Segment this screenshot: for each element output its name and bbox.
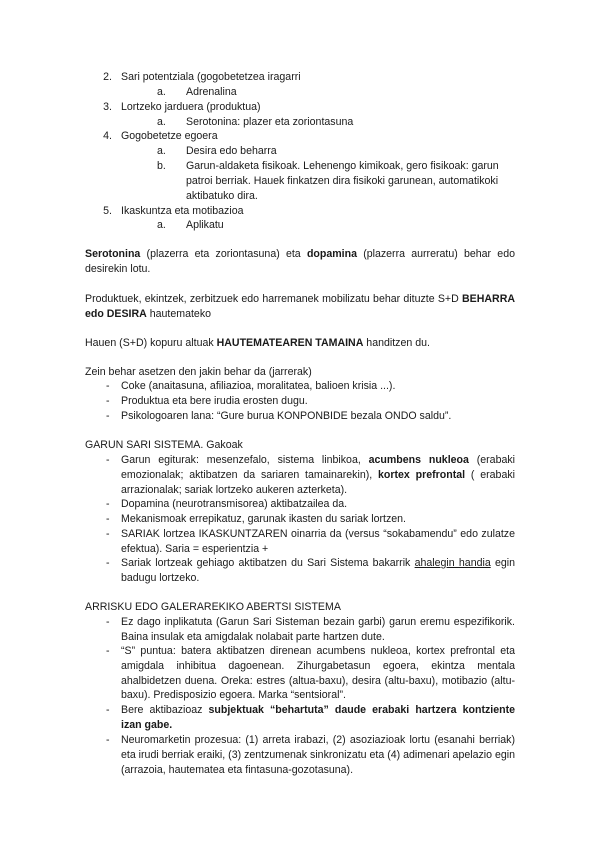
text-run: Sariak lortzeak gehiago aktibatzen du Sari Sistema bakarrik (121, 557, 415, 569)
section-heading: ARRISKU EDO GALERAREKIKO ABERTSI SISTEMA (85, 601, 341, 613)
bullet-item: Psikologoaren lana: “Gure burua KONPONBIDE bezala ONDO saldu”. (121, 410, 452, 422)
text-run: (plazerra aurreratu) behar edo desirekin lotu. (85, 248, 515, 275)
sub-item-text: Desira edo beharra (186, 145, 277, 157)
sub-item-text: Adrenalina (186, 86, 237, 98)
bullet-item: Mekanismoak errepikatuz, garunak ikasten du sariak lortzen. (121, 513, 406, 525)
list-number: 2. (103, 71, 112, 83)
bullet-dash: - (106, 395, 110, 407)
bullet-item (121, 453, 515, 497)
text-run: handitzen du. (363, 337, 430, 349)
sub-item-text: Aplikatu (186, 219, 224, 231)
bullet-dash: - (106, 528, 110, 540)
text-run: hautemateko (146, 307, 212, 320)
sub-letter: a. (157, 116, 166, 128)
list-item-text: Gogobetetze egoera (121, 130, 218, 142)
bullet-dash: - (106, 454, 110, 466)
bullet-dash: - (106, 557, 110, 569)
bold-term: BEHARRA edo DESIRA (85, 293, 515, 320)
bold-term: subjektuak “behartuta” daude erabaki hartzera kontziente izan gabe. (121, 704, 515, 731)
bullet-item: SARIAK lortzea IKASKUNTZAREN oinarria da (versus “sokabamendu” edo zulatze efektua). Saria = esperientzia + (121, 528, 515, 555)
text-run: egin badugu lortzeko. (121, 557, 515, 584)
bullet-item: Neuromarketin prozesua: (1) arreta irabazi, (2) asoziazioak lortu (esanahi berriak) eta irudi berriak eraiki, (3) zentzumenak sinkronizatu eta (4) adimenari apelazio egin (arrazoia, hautematea eta fintasuna-gozotasuna). (121, 734, 515, 776)
bullet-item (121, 703, 515, 733)
underlined-term: ahalegin handia (414, 557, 491, 569)
bold-term: kortex prefrontal (378, 468, 466, 481)
bullet-dash: - (106, 645, 110, 657)
bullet-dash: - (106, 734, 110, 746)
list-item-text: Ikaskuntza eta motibazioa (121, 205, 244, 217)
bullet-item: Coke (anaitasuna, afiliazioa, moralitatea, balioen krisia ...). (121, 380, 396, 392)
sub-letter: b. (157, 160, 166, 172)
bold-term: acumbens nukleoa (368, 454, 469, 466)
bullet-dash: - (106, 616, 110, 628)
text-run: Garun egiturak: mesenzefalo, sistema linbikoa, (121, 454, 369, 466)
text-run: (erabaki emozionalak; aktibatzen da sariaren tamainarekin), (121, 454, 515, 481)
paragraph-produktuek (85, 292, 515, 322)
section-heading: Zein behar asetzen den jakin behar da (jarrerak) (85, 366, 312, 378)
list-item-text: Lortzeko jarduera (produktua) (121, 101, 261, 113)
list-number: 5. (103, 205, 112, 217)
text-run: Hauen (S+D) kopuru altuak (85, 337, 217, 349)
bullet-dash: - (106, 380, 110, 392)
bold-term: HAUTEMATEAREN TAMAINA (216, 337, 364, 349)
sub-item-text: aktibatuko dira. (186, 190, 258, 202)
text-run: (plazerra eta zoriontasuna) eta (140, 248, 307, 260)
bullet-item: “S” puntua: batera aktibatzen direnean acumbens nukleoa, kortex prefrontal eta amigdala inhibitua dagoenean. Zihurgabetasun egoera, ekintza mentala ahalbidetzen duena. Oreka: estres (altua-baxu), desira (altu-baxu), motibazio (altu-baxu). Predisposizio egoera. Marka “sentsioral”. (121, 645, 515, 702)
sub-letter: a. (157, 86, 166, 98)
paragraph-serotonina (85, 247, 515, 277)
sub-item-text: Serotonina: plazer eta zoriontasuna (186, 116, 354, 128)
bullet-item: Dopamina (neurotransmisorea) aktibatzailea da. (121, 498, 348, 510)
bullet-item (121, 556, 515, 586)
bullet-item: Produktua eta bere irudia erosten dugu. (121, 395, 308, 407)
text-run: Bere aktibazioaz (121, 704, 209, 716)
list-number: 3. (103, 101, 112, 113)
sub-item-text: Garun-aldaketa fisikoak. Lehenengo kimikoak, gero fisikoak: garun (186, 160, 499, 172)
section-heading: GARUN SARI SISTEMA. Gakoak (85, 439, 243, 451)
list-number: 4. (103, 130, 112, 142)
bullet-dash: - (106, 498, 110, 510)
list-item-text: Sari potentziala (gogobetetzea iragarri (121, 71, 301, 83)
bold-term: Serotonina (85, 248, 141, 260)
text-run: Produktuek, ekintzek, zerbitzuek edo harremanek mobilizatu behar dituzte S+D (85, 293, 463, 305)
bold-term: dopamina (306, 248, 357, 260)
paragraph-hauen (85, 336, 515, 351)
bullet-dash: - (106, 513, 110, 525)
bullet-dash: - (106, 704, 110, 716)
text-run: ( erabaki arrazionalak; sariak lortzeko aukeren azterketa). (121, 468, 515, 496)
sub-item-text: patroi berriak. Hauek finkatzen dira fisikoki garunean, automatikoki (186, 175, 499, 187)
bullet-item: Ez dago inplikatuta (Garun Sari Sisteman bezain garbi) garun eremu espezifikorik. Baina insulak eta amigdalak nolabait parte hartzen dute. (121, 616, 515, 643)
bullet-dash: - (106, 410, 110, 422)
sub-letter: a. (157, 145, 166, 157)
sub-letter: a. (157, 219, 166, 231)
